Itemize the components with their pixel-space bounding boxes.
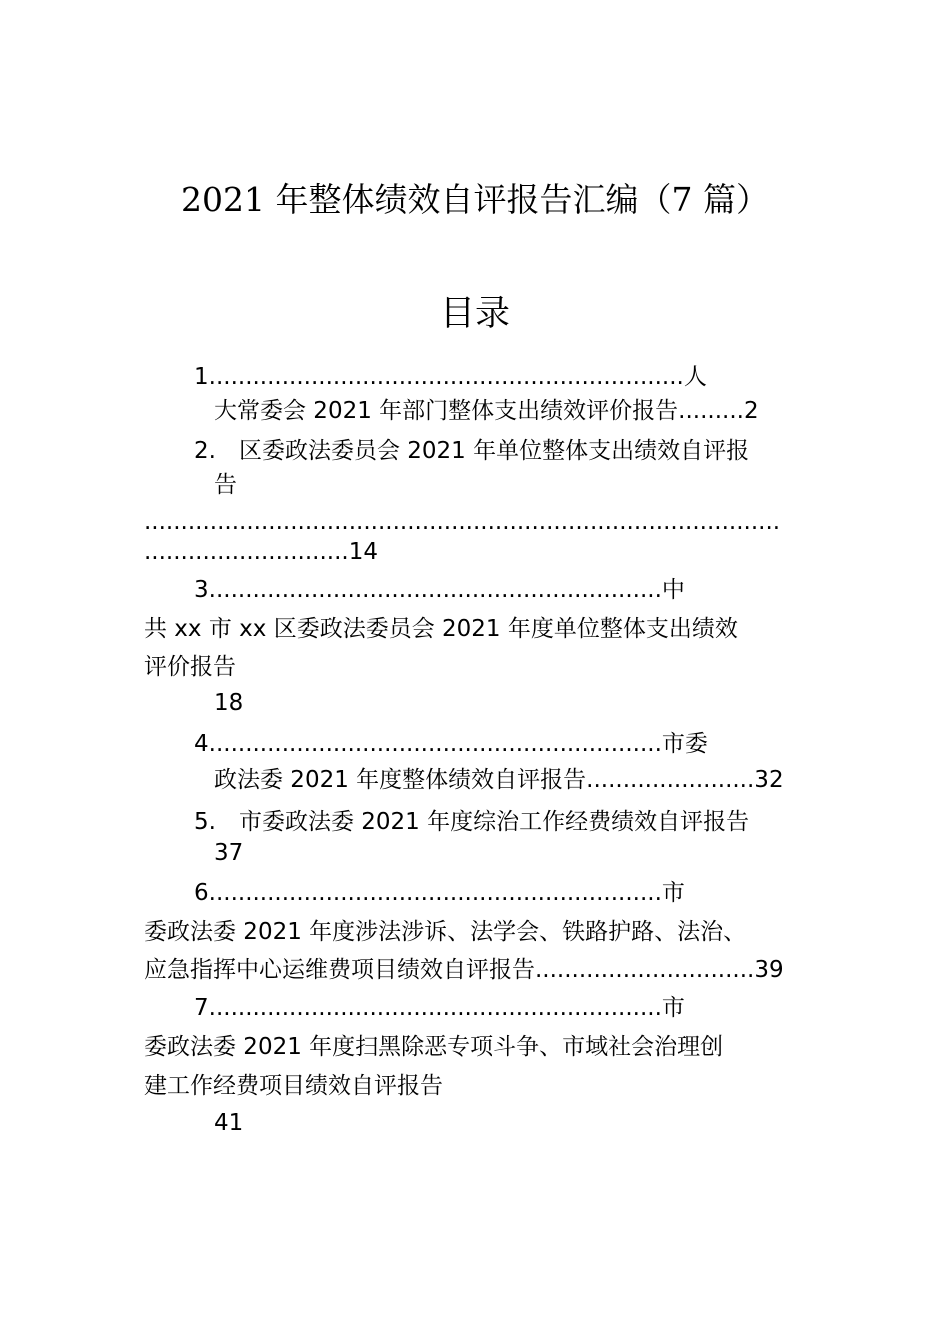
toc-entry-7-line: 建工作经费项目绩效自评报告 — [144, 1073, 443, 1099]
toc-entry-1-line: 大常委会 2021 年部门整体支出绩效评价报告.........2 — [214, 398, 759, 424]
toc-entry-4-line: 4..............................................................市委 — [194, 731, 708, 757]
toc-entry-5-line: 5. 市委政法委 2021 年度综治工作经费绩效自评报告 — [194, 809, 750, 835]
toc-entry-3-line: 18 — [214, 690, 244, 716]
toc-entry-3-line: 共 xx 市 xx 区委政法委员会 2021 年度单位整体支出绩效 — [144, 616, 738, 642]
toc-entry-7-line: 委政法委 2021 年度扫黑除恶专项斗争、市域社会治理创 — [144, 1034, 724, 1060]
toc-heading: 目录 — [439, 294, 510, 334]
document-title: 2021 年整体绩效自评报告汇编（7 篇） — [181, 180, 769, 219]
toc-entry-3-line: 3..............................................................中 — [194, 577, 685, 603]
toc-entry-7-line: 41 — [214, 1110, 244, 1136]
toc-entry-6-line: 应急指挥中心运维费项目绩效自评报告..............................39 — [144, 957, 784, 983]
toc-entry-2-line: ............................14 — [144, 539, 378, 565]
toc-entry-5-line: 37 — [214, 840, 244, 866]
toc-entry-2-line: 2. 区委政法委员会 2021 年单位整体支出绩效自评报 — [194, 438, 750, 464]
toc-entry-3-line: 评价报告 — [144, 654, 236, 680]
toc-entry-2-line: ....................................................................................... — [144, 509, 781, 535]
toc-entry-6-line: 6..............................................................市 — [194, 880, 685, 906]
toc-entry-7-line: 7..............................................................市 — [194, 995, 685, 1021]
toc-entry-2-line: 告 — [214, 472, 237, 498]
toc-entry-6-line: 委政法委 2021 年度涉法涉诉、法学会、铁路护路、法治、 — [144, 919, 747, 945]
toc-entry-4-line: 政法委 2021 年度整体绩效自评报告.......................32 — [214, 767, 784, 793]
toc-entry-1-line: 1.................................................................人 — [194, 364, 707, 390]
